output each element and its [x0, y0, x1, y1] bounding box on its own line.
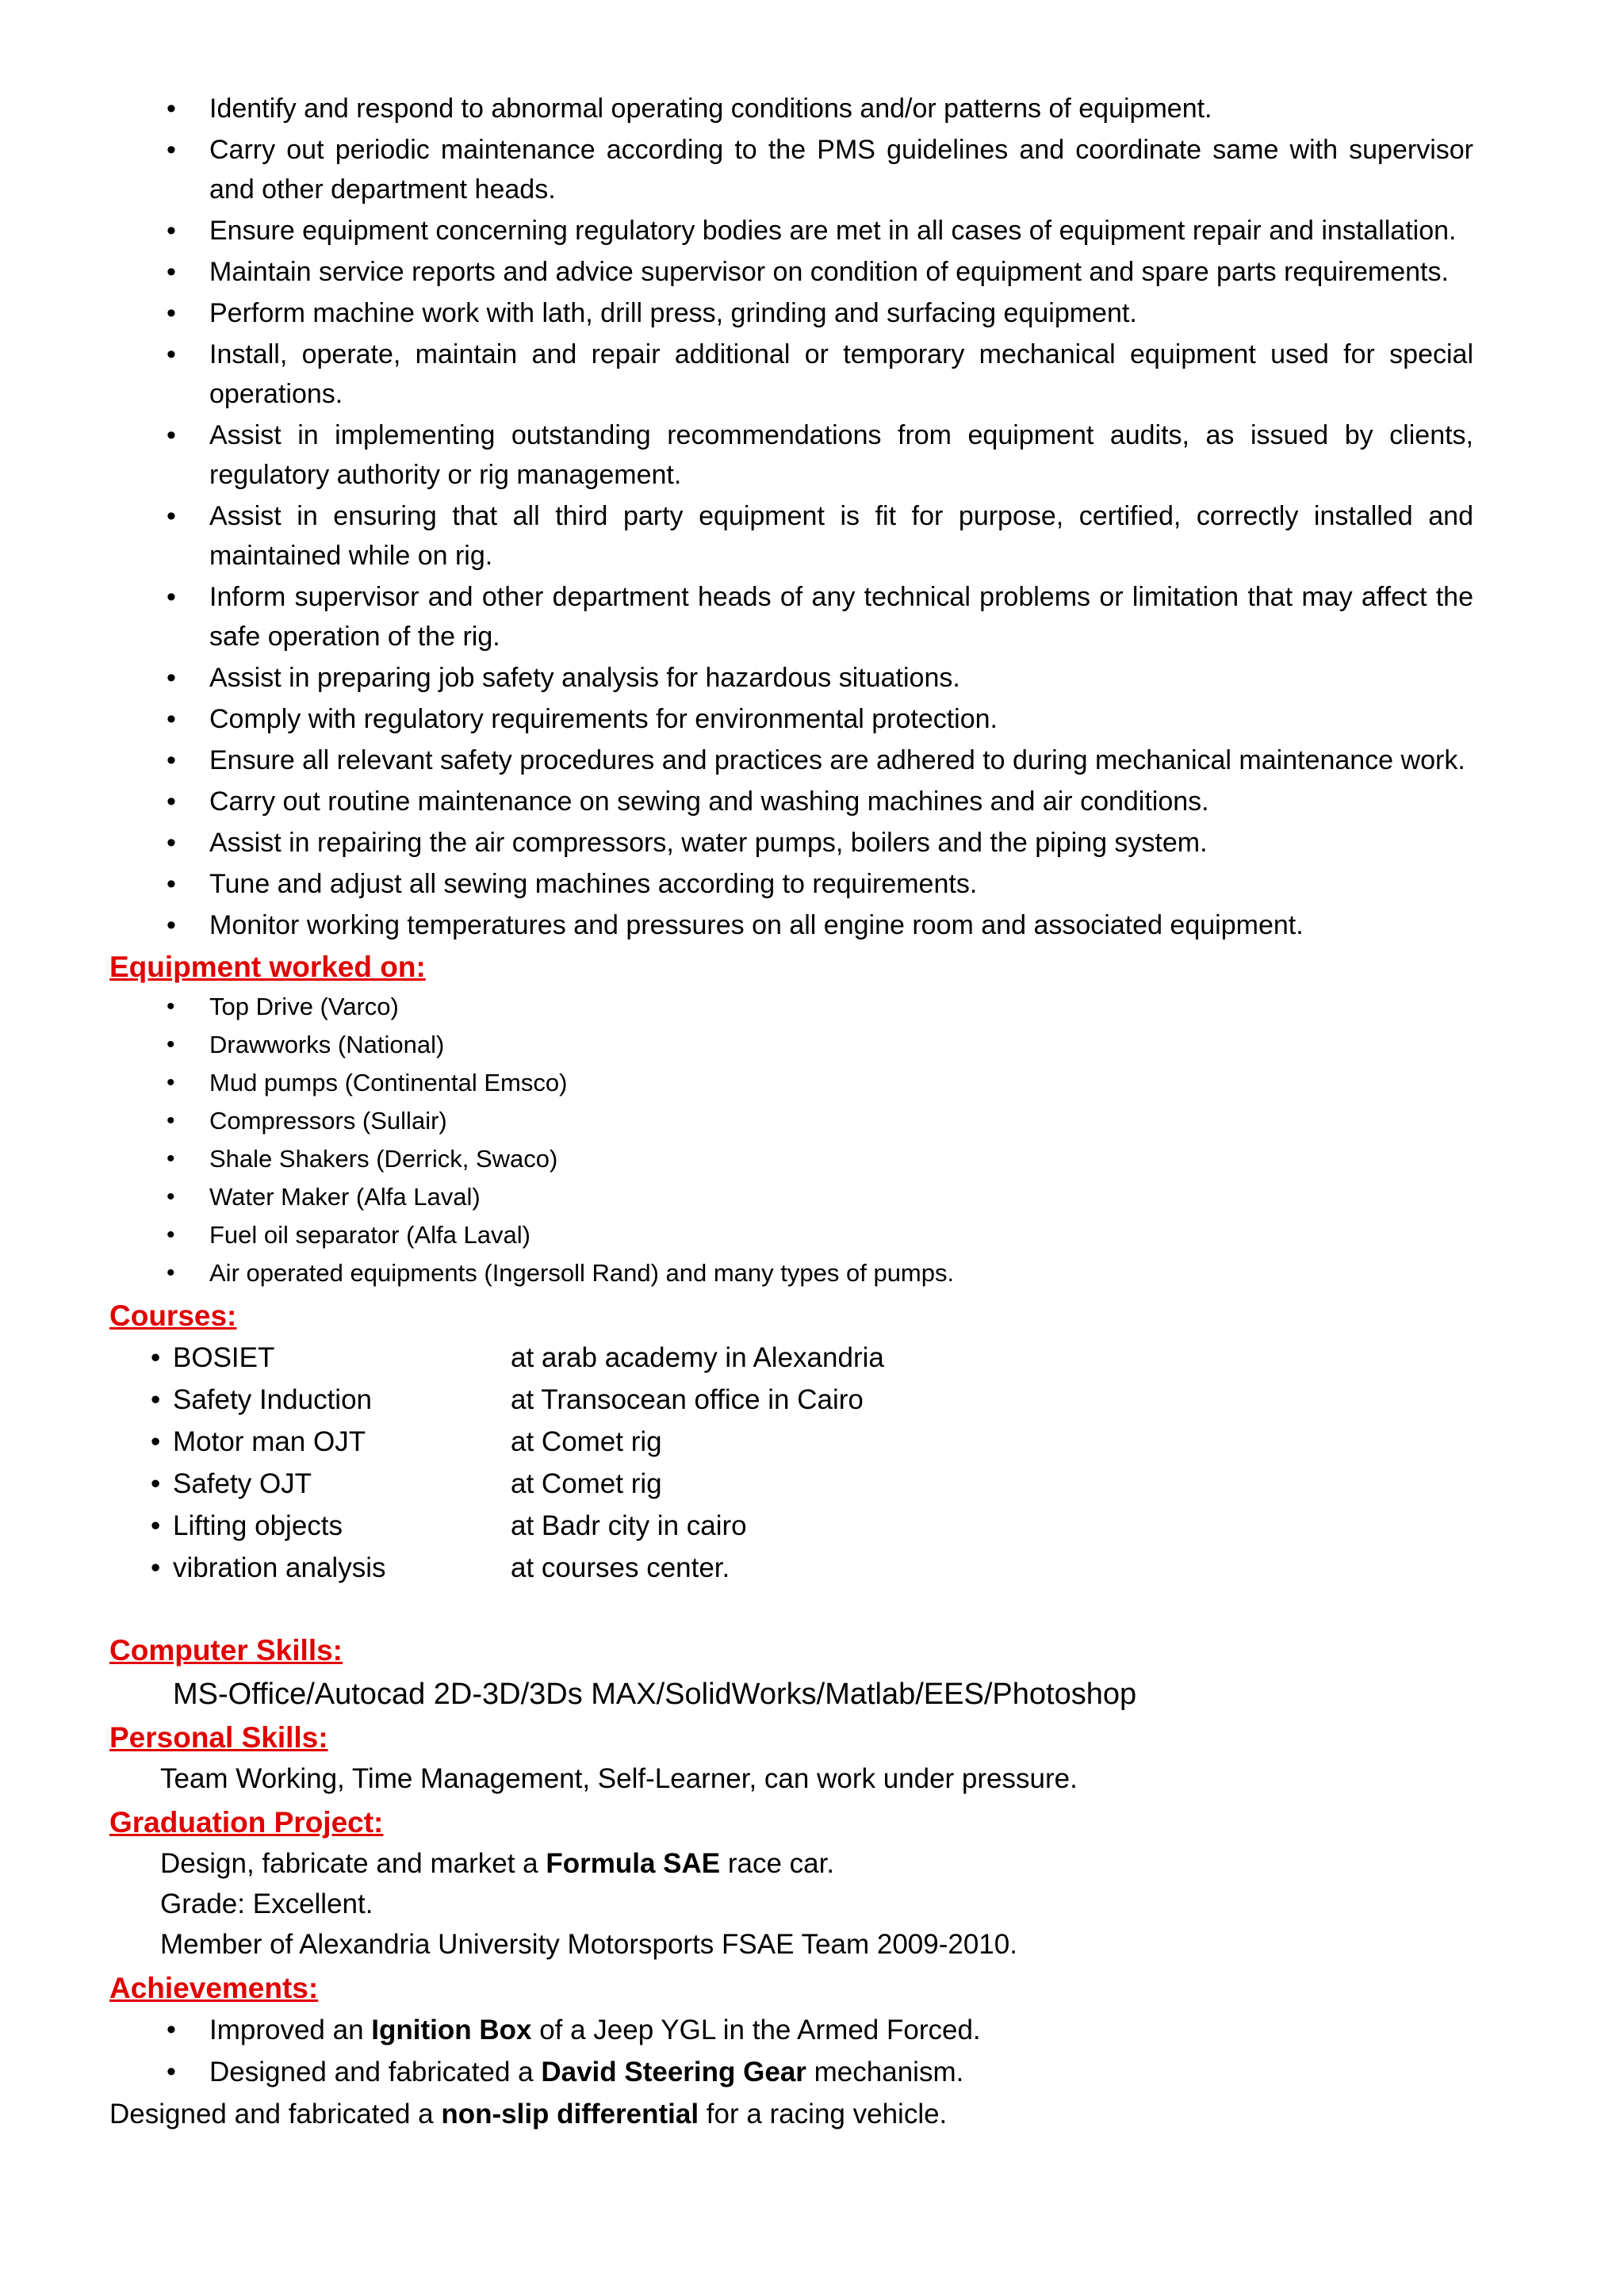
duty-text: Maintain service reports and advice supervisor on condition of equipment and spare parts requirements. [209, 257, 1449, 287]
courses-list [109, 1337, 1473, 1589]
equipment-item [109, 1216, 1473, 1254]
bullet-icon: • [151, 1552, 161, 1583]
final-pre: Designed and fabricated a [109, 2099, 442, 2130]
duty-text: Install, operate, maintain and repair additional or temporary mechanical equipment used for special operations. [209, 339, 1473, 409]
equipment-text: Air operated equipments (Ingersoll Rand) and many types of pumps. [209, 1259, 955, 1287]
bullet-icon: • [167, 663, 176, 693]
bullet-icon: • [167, 910, 176, 940]
gp-line1-bold: Formula SAE [546, 1848, 721, 1879]
computer-skills-heading: Computer Skills: [109, 1634, 343, 1667]
bullet-icon: • [167, 298, 176, 328]
duty-text: Assist in preparing job safety analysis for hazardous situations. [209, 663, 960, 693]
course-item [109, 1547, 1473, 1589]
bullet-icon: • [167, 2057, 176, 2087]
course-name: BOSIET [173, 1342, 275, 1373]
bullet-icon: • [151, 1384, 161, 1415]
bullet-icon: • [167, 135, 176, 165]
bullet-icon: • [167, 420, 176, 450]
achievement-post: of a Jeep YGL in the Armed Forced. [531, 2015, 981, 2045]
course-item [109, 1337, 1473, 1379]
duty-item [109, 699, 1473, 739]
equipment-text: Compressors (Sullair) [209, 1107, 447, 1135]
graduation-project-heading: Graduation Project: [109, 1806, 384, 1839]
duties-list [109, 89, 1473, 945]
duty-item [109, 740, 1473, 780]
bullet-icon: • [151, 1342, 161, 1373]
duty-text: Ensure equipment concerning regulatory bodies are met in all cases of equipment repair and installation. [209, 216, 1457, 246]
duty-item [109, 252, 1473, 292]
course-name: Lifting objects [173, 1510, 343, 1541]
duty-text: Monitor working temperatures and pressures on all engine room and associated equipment. [209, 910, 1304, 940]
bullet-icon: • [167, 704, 176, 734]
graduation-project-line-1 [109, 1843, 1473, 1884]
bullet-icon: • [167, 828, 176, 858]
course-item [109, 1505, 1473, 1547]
course-item [109, 1421, 1473, 1463]
bullet-icon: • [167, 2015, 176, 2045]
personal-skills-text: Team Working, Time Management, Self-Learner, can work under pressure. [160, 1763, 1078, 1794]
achievement-final-line [109, 2093, 1473, 2135]
achievement-bold: Ignition Box [371, 2015, 532, 2045]
course-name: Safety OJT [173, 1468, 312, 1499]
course-place: at courses center. [511, 1552, 730, 1583]
duty-item [109, 905, 1473, 945]
achievement-pre: Improved an [209, 2015, 372, 2045]
computer-skills-text: MS-Office/Autocad 2D-3D/3Ds MAX/SolidWorks/Matlab/EES/Photoshop [173, 1678, 1137, 1711]
duty-item [109, 496, 1473, 576]
course-item [109, 1379, 1473, 1421]
duty-item [109, 211, 1473, 251]
bullet-icon: • [167, 1222, 175, 1248]
duty-item [109, 293, 1473, 333]
course-place: at Badr city in cairo [511, 1510, 747, 1541]
gp-line1-pre: Design, fabricate and market a [160, 1848, 546, 1879]
equipment-item [109, 988, 1473, 1026]
achievements-heading: Achievements: [109, 1972, 319, 2004]
bullet-icon: • [167, 1031, 175, 1058]
duty-item [109, 864, 1473, 904]
duty-item [109, 782, 1473, 821]
bullet-icon: • [167, 786, 176, 817]
bullet-icon: • [167, 1260, 175, 1286]
duty-item [109, 335, 1473, 414]
personal-skills-heading: Personal Skills: [109, 1721, 328, 1754]
equipment-item [109, 1140, 1473, 1178]
bullet-icon: • [167, 1146, 175, 1172]
duty-text: Inform supervisor and other department heads of any technical problems or limitation that may affect the safe operation of the rig. [209, 582, 1473, 652]
bullet-icon: • [151, 1510, 161, 1541]
equipment-list [109, 988, 1473, 1292]
graduation-project-team: Member of Alexandria University Motorsports FSAE Team 2009-2010. [160, 1929, 1017, 1960]
graduation-project-grade: Grade: Excellent. [160, 1888, 373, 1919]
equipment-item [109, 1102, 1473, 1140]
course-place: at Comet rig [511, 1468, 662, 1499]
duty-text: Tune and adjust all sewing machines according to requirements. [209, 869, 978, 899]
duty-item [109, 658, 1473, 698]
achievement-post: mechanism. [806, 2057, 964, 2087]
course-place: at arab academy in Alexandria [511, 1342, 884, 1373]
course-name: Safety Induction [173, 1384, 372, 1415]
duty-text: Assist in repairing the air compressors, water pumps, boilers and the piping system. [209, 828, 1208, 858]
equipment-heading: Equipment worked on: [109, 951, 426, 983]
equipment-item [109, 1254, 1473, 1292]
achievements-list [109, 2009, 1473, 2093]
equipment-text: Top Drive (Varco) [209, 993, 399, 1020]
bullet-icon: • [167, 501, 176, 531]
equipment-item [109, 1026, 1473, 1064]
gp-line1-post: race car. [720, 1848, 835, 1879]
duty-item [109, 130, 1473, 209]
bullet-icon: • [167, 745, 176, 775]
courses-heading-text: Courses: [109, 1299, 237, 1332]
achievement-item [109, 2051, 1473, 2093]
duty-text: Carry out periodic maintenance according to the PMS guidelines and coordinate same with supervisor and other department heads. [209, 135, 1473, 205]
achievement-bold: David Steering Gear [541, 2057, 806, 2087]
bullet-icon: • [167, 582, 176, 612]
bullet-icon: • [167, 993, 175, 1020]
course-place: at Transocean office in Cairo [511, 1384, 864, 1415]
equipment-text: Shale Shakers (Derrick, Swaco) [209, 1145, 558, 1173]
equipment-text: Fuel oil separator (Alfa Laval) [209, 1221, 530, 1249]
course-name: vibration analysis [173, 1552, 386, 1583]
duty-text: Assist in ensuring that all third party equipment is fit for purpose, certified, correctly installed and maintained while on rig. [209, 501, 1473, 571]
final-bold: non-slip differential [441, 2099, 699, 2130]
bullet-icon: • [167, 1184, 175, 1210]
duty-text: Ensure all relevant safety procedures and practices are adhered to during mechanical maintenance work. [209, 745, 1465, 775]
course-name: Motor man OJT [173, 1426, 366, 1457]
duty-text: Carry out routine maintenance on sewing and washing machines and air conditions. [209, 786, 1209, 817]
final-post: for a racing vehicle. [699, 2099, 948, 2130]
duty-text: Assist in implementing outstanding recommendations from equipment audits, as issued by clients, regulatory authority or rig management. [209, 420, 1473, 490]
achievement-item [109, 2009, 1473, 2051]
equipment-item [109, 1178, 1473, 1216]
equipment-text: Drawworks (National) [209, 1031, 445, 1058]
bullet-icon: • [167, 257, 176, 287]
bullet-icon: • [167, 339, 176, 369]
equipment-text: Mud pumps (Continental Emsco) [209, 1069, 568, 1096]
achievement-pre: Designed and fabricated a [209, 2057, 542, 2087]
courses-heading [109, 1295, 1473, 1337]
course-place: at Comet rig [511, 1426, 662, 1457]
equipment-item [109, 1064, 1473, 1102]
bullet-icon: • [167, 1070, 175, 1096]
duty-item [109, 577, 1473, 656]
duty-text: Identify and respond to abnormal operating conditions and/or patterns of equipment. [209, 94, 1212, 124]
bullet-icon: • [167, 216, 176, 246]
bullet-icon: • [151, 1426, 161, 1457]
duty-item [109, 823, 1473, 863]
duty-item [109, 89, 1473, 128]
duty-item [109, 415, 1473, 495]
course-item [109, 1463, 1473, 1505]
bullet-icon: • [167, 869, 176, 899]
bullet-icon: • [167, 1108, 175, 1134]
duty-text: Comply with regulatory requirements for environmental protection. [209, 704, 998, 734]
equipment-text: Water Maker (Alfa Laval) [209, 1183, 481, 1211]
bullet-icon: • [167, 94, 176, 124]
bullet-icon: • [151, 1468, 161, 1499]
duty-text: Perform machine work with lath, drill press, grinding and surfacing equipment. [209, 298, 1137, 328]
